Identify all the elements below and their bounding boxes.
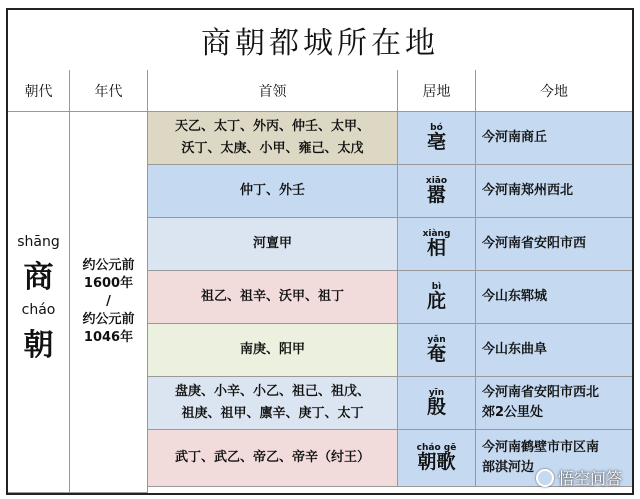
capital-pinyin: bó bbox=[430, 123, 443, 133]
capital-cell bbox=[398, 218, 476, 271]
leaders-cell bbox=[148, 112, 398, 165]
dynasty-pinyin-2: cháo bbox=[21, 302, 56, 318]
leaders-cell bbox=[148, 165, 398, 218]
capital-cell bbox=[398, 324, 476, 377]
leaders-line-2: 祖庚、祖甲、廪辛、庚丁、太丁 bbox=[181, 406, 364, 421]
modern-place-line-2: 部淇河边 bbox=[482, 460, 535, 475]
header-capital: 居地 bbox=[398, 70, 476, 112]
leaders-line-1: 武丁、武乙、帝乙、帝辛（纣王） bbox=[174, 450, 370, 465]
leaders-line-2: 沃丁、太庚、小甲、雍己、太戊 bbox=[181, 141, 364, 156]
capital-pinyin: yīn bbox=[428, 388, 445, 398]
modern-place-cell bbox=[476, 165, 632, 218]
leaders-cell bbox=[148, 430, 398, 487]
modern-place-cell bbox=[476, 324, 632, 377]
leaders-line-1: 祖乙、祖辛、沃甲、祖丁 bbox=[200, 289, 344, 304]
capital-name: 嚣 bbox=[426, 184, 446, 206]
modern-place-cell bbox=[476, 112, 632, 165]
modern-place-cell bbox=[476, 377, 632, 430]
capital-name: 相 bbox=[426, 237, 446, 259]
leaders-cell bbox=[148, 377, 398, 430]
era-line-5: 1046年 bbox=[83, 330, 134, 345]
leaders-line-1: 河亶甲 bbox=[252, 236, 292, 251]
capital-name: 庇 bbox=[426, 290, 446, 312]
era-line-1: 约公元前 bbox=[82, 258, 135, 273]
watermark-text: 悟空问答 bbox=[557, 469, 622, 488]
modern-place-line-1: 今河南省安阳市西 bbox=[482, 236, 587, 251]
watermark bbox=[536, 466, 622, 489]
leaders-line-1: 仲丁、外壬 bbox=[239, 183, 305, 198]
header-leaders: 首领 bbox=[148, 70, 398, 112]
capital-cell bbox=[398, 112, 476, 165]
leaders-cell bbox=[148, 324, 398, 377]
modern-place-line-1: 今河南郑州西北 bbox=[482, 183, 574, 198]
modern-place-cell bbox=[476, 218, 632, 271]
wukong-logo-icon bbox=[536, 469, 554, 487]
dynasty-char-2: 朝 bbox=[23, 328, 54, 363]
capital-name: 亳 bbox=[426, 131, 446, 153]
dynasty-pinyin-1: shāng bbox=[17, 234, 60, 250]
modern-place-line-2: 郊2公里处 bbox=[482, 405, 544, 420]
leaders-cell bbox=[148, 218, 398, 271]
capital-cell bbox=[398, 165, 476, 218]
dynasty-char-1: 商 bbox=[23, 260, 54, 295]
capital-pinyin: xiàng bbox=[422, 229, 451, 239]
capital-name: 殷 bbox=[426, 396, 446, 418]
leaders-line-1: 天乙、太丁、外丙、仲壬、太甲、 bbox=[174, 119, 370, 134]
leaders-line-1: 南庚、阳甲 bbox=[239, 342, 305, 357]
capitals-table bbox=[6, 8, 634, 495]
capital-name: 朝歌 bbox=[417, 451, 456, 473]
leaders-cell bbox=[148, 271, 398, 324]
capital-pinyin: yǎn bbox=[427, 335, 446, 345]
leaders-line-1: 盘庚、小辛、小乙、祖己、祖戊、 bbox=[174, 384, 370, 399]
capital-pinyin: xiāo bbox=[425, 176, 448, 186]
era-line-4: 约公元前 bbox=[82, 312, 135, 327]
capital-name: 奄 bbox=[426, 343, 446, 365]
dynasty-cell bbox=[8, 112, 70, 493]
capital-cell bbox=[398, 377, 476, 430]
table-title: 商朝都城所在地 bbox=[8, 10, 632, 71]
header-era: 年代 bbox=[70, 70, 148, 112]
capital-pinyin: bì bbox=[431, 282, 442, 292]
capital-pinyin: cháo gē bbox=[416, 443, 457, 453]
modern-place-line-1: 今山东郓城 bbox=[482, 289, 548, 304]
era-cell bbox=[70, 112, 148, 493]
header-modern: 今地 bbox=[476, 70, 632, 112]
modern-place-line-1: 今山东曲阜 bbox=[482, 342, 548, 357]
capital-cell bbox=[398, 271, 476, 324]
modern-place-cell bbox=[476, 271, 632, 324]
modern-place-line-1: 今河南鹤壁市市区南 bbox=[482, 440, 600, 455]
header-dynasty: 朝代 bbox=[8, 70, 70, 112]
capital-cell bbox=[398, 430, 476, 487]
modern-place-line-1: 今河南省安阳市西北 bbox=[482, 385, 600, 400]
era-line-2: 1600年 bbox=[83, 276, 134, 291]
era-line-3: / bbox=[106, 294, 111, 309]
modern-place-line-1: 今河南商丘 bbox=[482, 130, 548, 145]
